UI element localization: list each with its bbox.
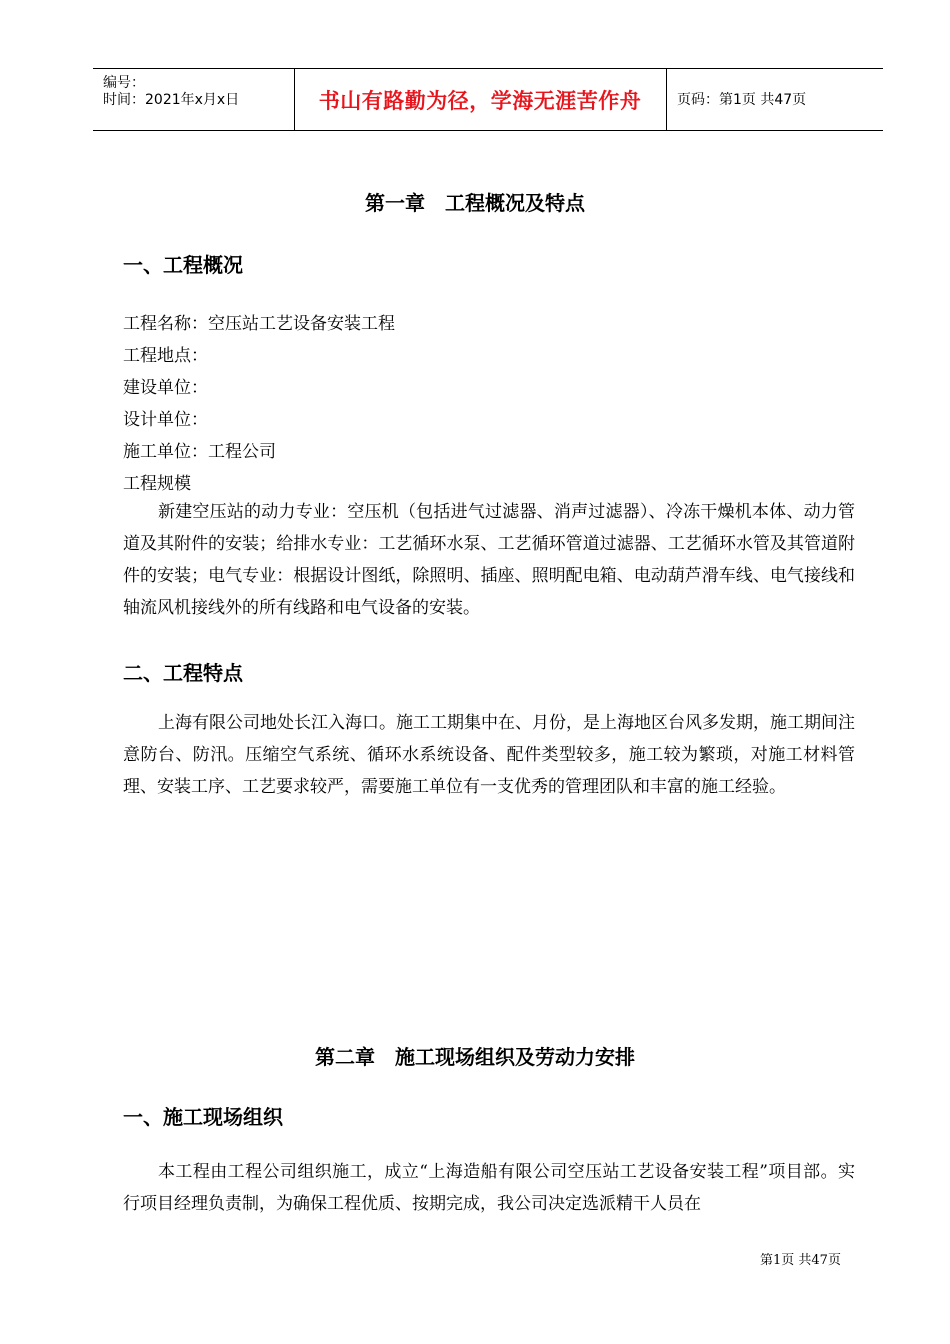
header-page-info: 页码：第1页 共47页	[677, 92, 807, 108]
project-contractor: 施工单位：工程公司	[123, 442, 276, 462]
doc-number: 编号：	[103, 75, 145, 91]
header-left-cell	[93, 69, 295, 130]
project-owner: 建设单位：	[123, 378, 208, 398]
header-table	[93, 68, 883, 131]
chapter-2-title: 第二章 施工现场组织及劳动力安排	[315, 1045, 635, 1069]
section-heading-site-organization: 一、施工现场组织	[123, 1105, 283, 1129]
chapter-1-title: 第一章 工程概况及特点	[365, 191, 585, 215]
project-designer: 设计单位：	[123, 410, 208, 430]
doc-time: 时间：2021年x月x日	[103, 92, 240, 108]
footer-page-number: 第1页 共47页	[760, 1253, 841, 1268]
project-scale-paragraph: 新建空压站的动力专业：空压机（包括进气过滤器、消声过滤器）、冷冻干燥机本体、动力管道及其附件的安装；给排水专业：工艺循环水泵、工艺循环管道过滤器、工艺循环水管及其管道附件的安装；电气专业：根据设计图纸，除照明、插座、照明配电箱、电动葫芦滑车线、电气接线和轴流风机接线外的所有线路和电气设备的安装。	[123, 502, 855, 618]
features-paragraph: 上海有限公司地处长江入海口。施工工期集中在、月份，是上海地区台风多发期，施工期间注意防台、防汛。压缩空气系统、循环水系统设备、配件类型较多，施工较为繁琐，对施工材料管理、安装工序、工艺要求较严，需要施工单位有一支优秀的管理团队和丰富的施工经验。	[123, 713, 855, 797]
site-organization-paragraph: 本工程由工程公司组织施工，成立“上海造船有限公司空压站工艺设备安装工程”项目部。实行项目经理负责制，为确保工程优质、按期完成，我公司决定选派精干人员在	[123, 1162, 855, 1214]
project-name: 工程名称：空压站工艺设备安装工程	[123, 314, 395, 334]
project-scale-label: 工程规模	[123, 474, 191, 494]
section-heading-overview: 一、工程概况	[123, 253, 243, 277]
header-right-cell	[667, 69, 883, 130]
motto: 书山有路勤为径，学海无涯苦作舟	[318, 89, 642, 113]
section-heading-features: 二、工程特点	[123, 661, 243, 685]
header-middle-cell	[294, 69, 667, 130]
project-location: 工程地点：	[123, 346, 208, 366]
